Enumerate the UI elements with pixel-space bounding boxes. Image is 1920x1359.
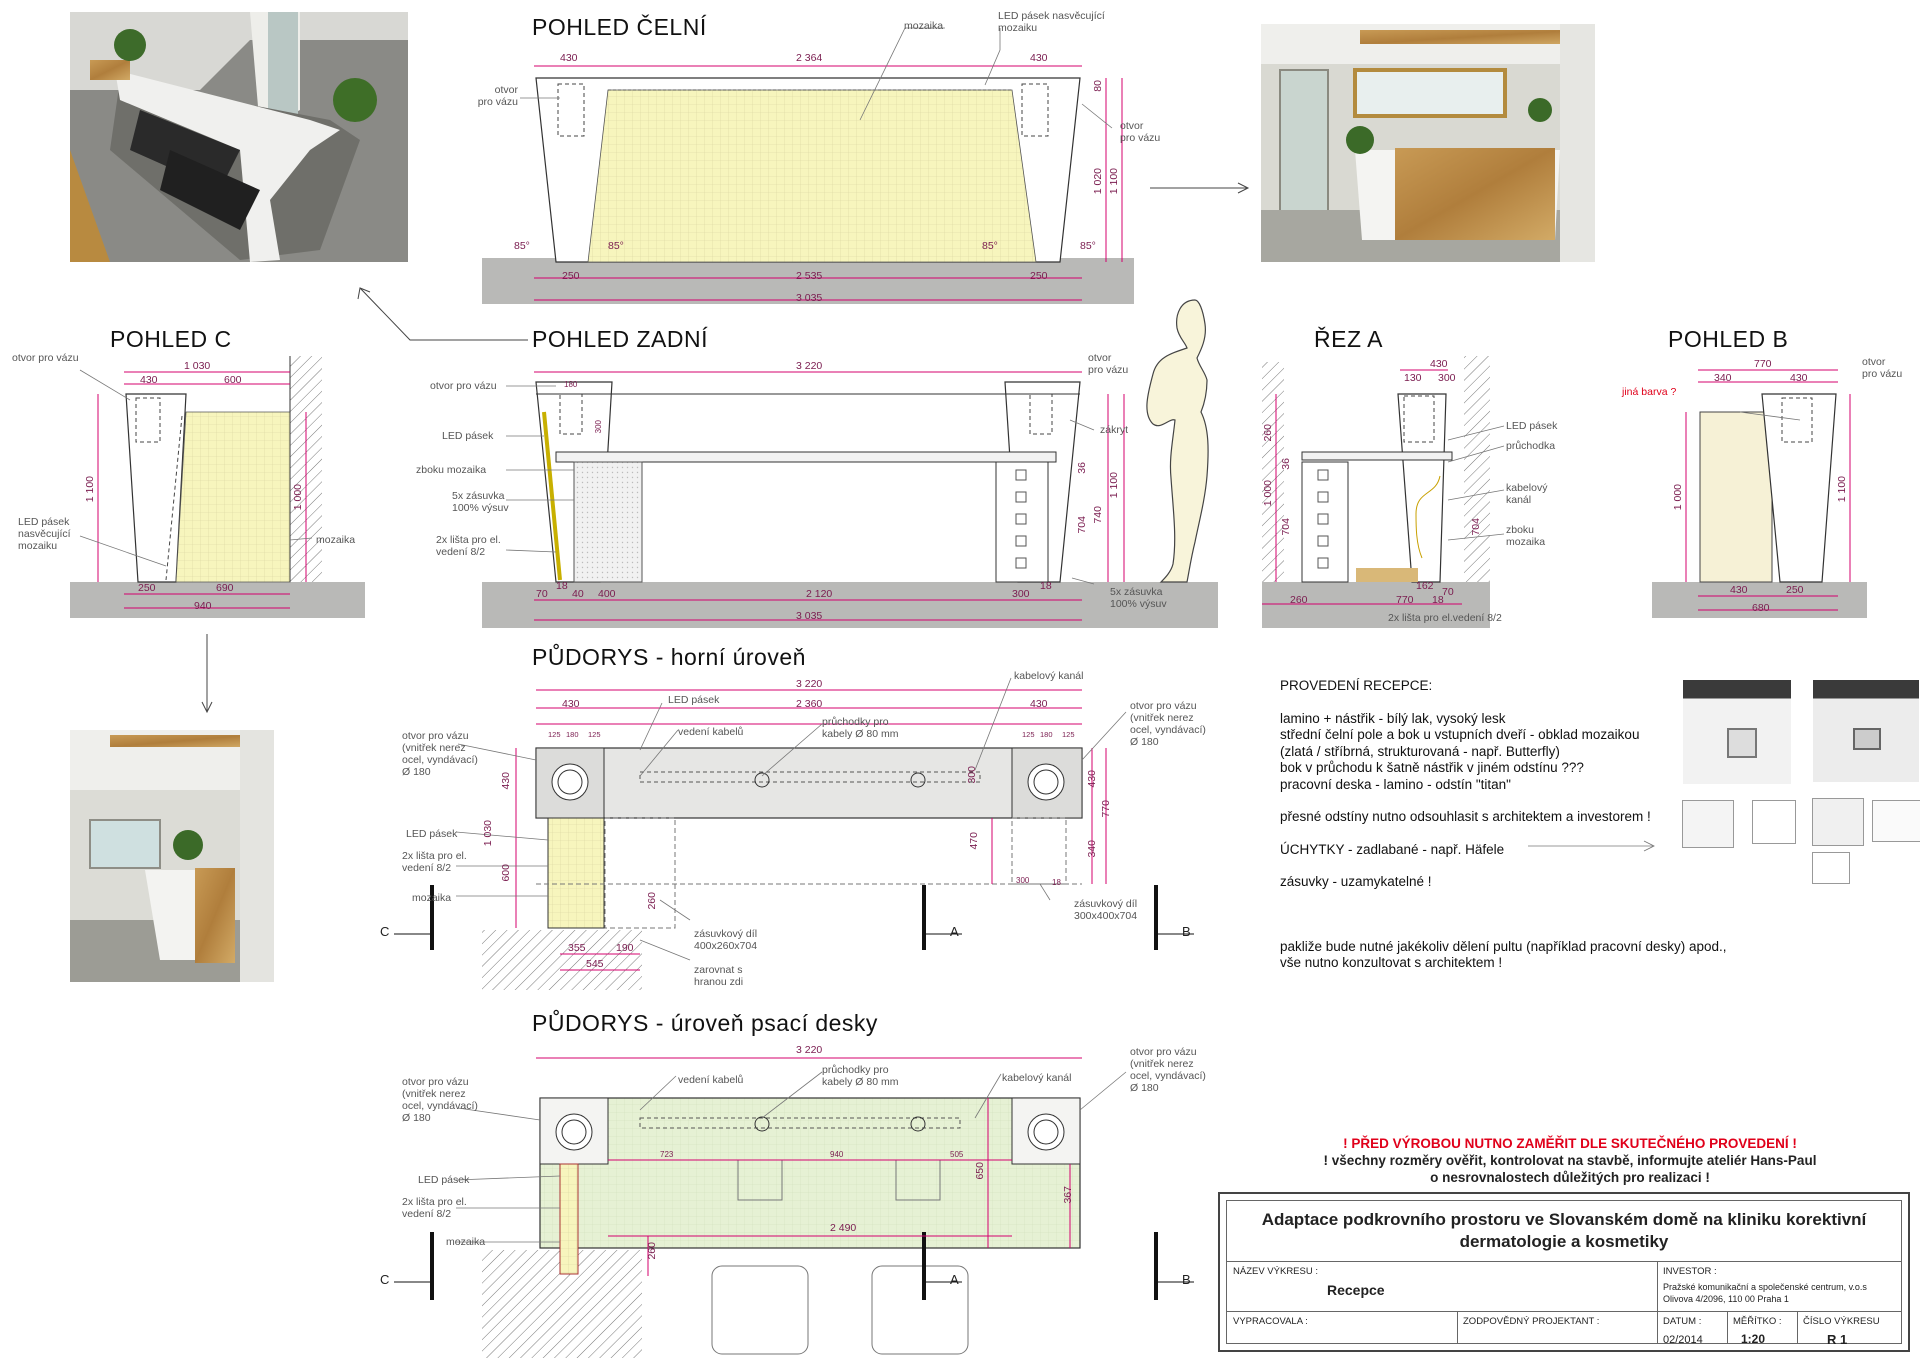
date-value: 02/2014 [1663,1334,1703,1346]
label-dim400: 400x260x704 [694,940,758,952]
label-back-cover: zákryt [1100,424,1129,436]
dim-top-1030: 1 030 [482,820,494,847]
dim-top-300-b: 300 [1016,876,1030,885]
section-mark-b-top: B [1182,924,1191,939]
label-hranou: hranou zdi [694,976,744,988]
dim-back-400: 400 [598,588,616,600]
label-otvor: otvor [1120,120,1144,132]
label-lista: 2x lišta pro el. [402,1196,467,1208]
label-5x: 5x zásuvka [452,490,505,502]
plan-top-title: PŮDORYS - horní úroveň [532,644,806,670]
label-vedeni: vedení 8/2 [402,1208,452,1220]
drawing-name: Recepce [1327,1282,1385,1298]
label-zd: zásuvkový díl [694,928,758,940]
dim-top-125-b: 125 [588,730,601,739]
dim-a-260-w: 260 [1290,594,1308,606]
label-b-other-color: jiná barva ? [1622,386,1677,398]
notes-split-1: pakliže bude nutné jakékoliv dělení pultu (například pracovní desky) apod., [1280,938,1727,954]
dim-top-125-c: 125 [1022,730,1035,739]
label-mozaiku: mozaiku [18,540,58,552]
label-kabely: kabely Ø 80 mm [822,1076,899,1088]
label-zboku: zboku [1506,524,1535,536]
dim-a-704-r: 704 [1470,518,1482,536]
dim-top-125-d: 125 [1062,730,1075,739]
dim-b-770: 770 [1754,358,1772,370]
title-block-row-2 [1227,1311,1901,1347]
dim-desk-2490: 2 490 [830,1222,857,1234]
label-top-led-left: LED pásek [406,828,458,840]
label-a-rails: 2x lišta pro el.vedení 8/2 [1388,612,1502,624]
label-ov: ocel, vyndávací) [402,1100,478,1112]
label-pro-vazu: pro vázu [1120,132,1161,144]
label-kabely: kabely Ø 80 mm [822,728,899,740]
section-a [1262,356,1490,628]
dim-back-18-right: 18 [1040,580,1052,592]
handle-photo-5 [1872,800,1920,842]
label-desk-mosaic: mozaika [446,1236,486,1248]
scale-label: MĚŘÍTKO : [1733,1316,1782,1327]
label-a-side-mosaic [1506,524,1545,548]
label-vn: (vnitřek nerez [1130,1058,1194,1070]
dim-b-430: 430 [1790,372,1808,384]
back-view-title: POHLED ZADNÍ [532,326,708,352]
label-ov: ocel, vyndávací) [1130,724,1206,736]
section-mark-c-top: C [380,924,390,939]
label-top-vase-right [1130,700,1206,748]
label-top-cables: vedení kabelů [678,726,744,738]
label-back-drawers-right [1110,586,1167,610]
drawn-by-label: VYPRACOVALA : [1233,1316,1308,1327]
title-block-divider [1457,1312,1458,1343]
dim-c-250: 250 [138,582,156,594]
title-block-frame [1226,1200,1902,1347]
dim-c-940: 940 [194,600,212,612]
notes-handles: ÚCHYTKY - zadlabané - např. Häfele [1280,841,1505,857]
label-a-led: LED pásek [1506,420,1558,432]
dim-b-250: 250 [1786,584,1804,596]
dim-top-430-l: 430 [562,698,580,710]
dim-back-2120: 2 120 [806,588,833,600]
view-b [1652,394,1867,618]
warning-line-2: ! všechny rozměry ověřit, kontrolovat na stavbě, informujte ateliér Hans-Paul [1323,1153,1817,1168]
label-back-drawers [452,490,509,514]
title-block-row-1 [1227,1261,1901,1312]
investor-line-2: Olivova 4/2096, 110 00 Praha 1 [1663,1294,1789,1304]
dim-front-430-right: 430 [1030,52,1048,64]
label-c-led [18,516,71,552]
label-pruchodky: průchodky pro [822,1064,889,1076]
label-top-grommets [822,716,898,740]
label-nasvecujici: nasvěcující [18,528,71,540]
dim-c-1100: 1 100 [84,476,96,503]
label-vase-opening-right [1120,120,1160,144]
label-otvor: otvor [494,84,518,96]
dim-top-340: 340 [1086,840,1098,858]
front-view-title: POHLED ČELNÍ [532,14,707,40]
label-lista: 2x lišta pro el. [436,534,501,546]
drawing-name-label: NÁZEV VÝKRESU : [1233,1266,1318,1277]
dim-back-300: 300 [594,420,603,434]
label-ovp: otvor pro vázu [402,1076,469,1088]
dim-top-3220: 3 220 [796,678,823,690]
dim-b-340: 340 [1714,372,1732,384]
dim-b-1100: 1 100 [1836,476,1848,503]
label-otvor: otvor [1862,356,1886,368]
label-kanal: kanál [1506,494,1532,506]
notes-line-1: lamino + nástřik - bílý lak, vysoký lesk [1280,710,1506,726]
label-ov: ocel, vyndávací) [1130,1070,1206,1082]
dim-front-2535: 2 535 [796,270,823,282]
date-label: DATUM : [1663,1316,1702,1327]
label-led-mosaic-front: LED pásek nasvěcující mozaiku [998,10,1105,34]
label-back-vase: otvor pro vázu [430,380,497,392]
dim-front-430-left: 430 [560,52,578,64]
label-dim300: 300x400x704 [1074,910,1138,922]
label-desk-rails [402,1196,467,1220]
label-ovp: otvor pro vázu [1130,1046,1197,1058]
dim-b-1000: 1 000 [1672,484,1684,511]
handle-photo-2 [1813,680,1919,782]
label-a-cable [1506,482,1547,506]
label-vn: (vnitřek nerez [402,1088,466,1100]
warning-line-3: o nesrovnalostech důležitých pro realizaci ! [1430,1170,1710,1185]
label-zd: zásuvkový díl [1074,898,1138,910]
label-desk-cables: vedení kabelů [678,1074,744,1086]
label-led: LED pásek [18,516,70,528]
dim-back-36: 36 [1076,462,1088,474]
dim-front-3035: 3 035 [796,292,823,304]
label-d: Ø 180 [402,1112,431,1124]
dim-a-70: 70 [1442,586,1454,598]
dim-desk-260: 260 [646,1242,658,1260]
specification-notes [1280,678,1727,972]
label-top-vase-left [402,730,478,778]
label-desk-vase-left [402,1076,478,1124]
drawing-number-label: ČÍSLO VÝKRESU [1803,1316,1880,1327]
dim-top-2360: 2 360 [796,698,823,710]
dim-c-600: 600 [224,374,242,386]
dim-desk-650: 650 [974,1162,986,1180]
responsible-designer-label: ZODPOVĚDNÝ PROJEKTANT : [1463,1316,1600,1327]
dim-b-680: 680 [1752,602,1770,614]
dim-top-125-a: 125 [548,730,561,739]
dim-back-704: 704 [1076,516,1088,534]
project-title-line-2: dermatologie a kosmetiky [1459,1232,1669,1251]
investor-line-1: Pražské komunikační a společenské centrum, v.o.s [1663,1282,1867,1292]
label-pro-vazu: pro vázu [477,96,518,108]
dim-a-36: 36 [1280,458,1292,470]
notes-line-5: pracovní deska - lamino - odstín "titan" [1280,776,1511,792]
title-block-divider [1727,1312,1728,1343]
warning-block [1210,1135,1920,1186]
dim-front-1100: 1 100 [1108,168,1120,195]
dim-desk-723: 723 [660,1150,674,1159]
dim-back-70: 70 [536,588,548,600]
dim-back-300-b: 300 [1012,588,1030,600]
handle-shape-icon [1853,728,1881,750]
dim-top-470: 470 [968,832,980,850]
label-vedeni: vedení 8/2 [436,546,486,558]
project-title [1227,1209,1901,1253]
dim-front-2364: 2 364 [796,52,823,64]
view-c [70,356,365,618]
section-mark-a-top: A [950,924,959,939]
label-back-vase-right [1088,352,1128,376]
label-b-vase [1862,356,1902,380]
label-kabelovy: kabelový [1506,482,1548,494]
title-block-divider [1797,1312,1798,1343]
project-title-line-1: Adaptace podkrovního prostoru ve Slovanském domě na kliniku korektivní [1261,1210,1867,1229]
dim-top-430-v-r: 430 [1086,770,1098,788]
label-back-led: LED pásek [442,430,494,442]
dim-top-190: 190 [616,942,634,954]
dim-c-1030: 1 030 [184,360,211,372]
dim-desk-940: 940 [830,1150,844,1159]
dim-front-angle-3: 85° [982,240,998,252]
dim-top-430-r: 430 [1030,698,1048,710]
label-pruchodky: průchodky pro [822,716,889,728]
dim-back-180: 180 [564,380,578,389]
dim-top-300: 300 [966,766,978,784]
label-back-side-mosaic: zboku mozaika [416,464,487,476]
render-top-right [1261,24,1595,262]
section-mark-a-desk: A [950,1272,959,1287]
label-otvor: otvor [1088,352,1112,364]
dim-c-430: 430 [140,374,158,386]
label-vn: (vnitřek nerez [402,742,466,754]
dim-front-angle-4: 85° [1080,240,1096,252]
label-pro-vazu: pro vázu [1088,364,1129,376]
notes-line-2: střední čelní pole a bok u vstupních dveří - obklad mozaikou [1280,727,1640,742]
dim-back-740: 740 [1092,506,1104,524]
dim-back-3220: 3 220 [796,360,823,372]
dim-top-180-a: 180 [566,730,579,739]
label-d: Ø 180 [1130,736,1159,748]
dim-desk-505: 505 [950,1150,964,1159]
label-5x: 5x zásuvka [1110,586,1163,598]
dim-top-18: 18 [1052,878,1061,887]
label-c-vase: otvor pro vázu [12,352,79,364]
title-block [1218,1192,1910,1352]
dim-a-130: 130 [1404,372,1422,384]
handle-shape-icon [1727,728,1757,758]
section-mark-c-desk: C [380,1272,390,1287]
dim-front-250-right: 250 [1030,270,1048,282]
dim-front-angle-2: 85° [608,240,624,252]
label-back-rails [436,534,501,558]
label-vedeni: vedení 8/2 [402,862,452,874]
dim-c-690: 690 [216,582,234,594]
dim-a-1000: 1 000 [1262,480,1274,507]
label-top-align [694,964,743,988]
dim-desk-3220: 3 220 [796,1044,823,1056]
warning-line-1: ! PŘED VÝROBOU NUTNO ZAMĚŘIT DLE SKUTEČNÉHO PROVEDENÍ ! [1343,1136,1797,1151]
label-top-cable-channel: kabelový kanál [1014,670,1084,682]
label-mosaic-front: mozaika [904,20,944,32]
dim-back-3035: 3 035 [796,610,823,622]
dim-a-162: 162 [1416,580,1434,592]
dim-b-430-bottom: 430 [1730,584,1748,596]
label-d: Ø 180 [1130,1082,1159,1094]
dim-front-angle-1: 85° [514,240,530,252]
dim-top-355: 355 [568,942,586,954]
dim-front-1020: 1 020 [1092,168,1104,195]
label-ovp: otvor pro vázu [402,730,469,742]
dim-a-300: 300 [1438,372,1456,384]
label-desk-grommets [822,1064,898,1088]
dim-c-1000: 1 000 [292,484,304,511]
title-block-divider [1657,1262,1658,1312]
label-c-mosaic: mozaika [316,534,356,546]
drawing-number: R 1 [1827,1332,1848,1347]
label-zarovnat: zarovnat s [694,964,743,976]
notes-sockets: zásuvky - uzamykatelné ! [1280,874,1432,889]
section-mark-b-desk: B [1182,1272,1191,1287]
dim-top-770: 770 [1100,800,1112,818]
plan-desk [482,1098,1080,1358]
notes-split-2: vše nutno konzultovat s architektem ! [1280,955,1503,970]
label-vase-opening-left [474,84,518,108]
dim-desk-367: 367 [1062,1186,1074,1204]
investor-label: INVESTOR : [1663,1266,1717,1277]
label-top-led: LED pásek [668,694,720,706]
dim-top-545: 545 [586,958,604,970]
label-desk-led: LED pásek [418,1174,470,1186]
dim-front-80: 80 [1092,80,1104,92]
label-mozaika: mozaika [1506,536,1546,548]
label-vn: (vnitřek nerez [1130,712,1194,724]
label-lista: 2x lišta pro el. [402,850,467,862]
label-ov: ocel, vyndávací) [402,754,478,766]
label-top-drawer-unit-right [1074,898,1137,922]
view-c-title: POHLED C [110,326,232,352]
dim-a-704: 704 [1280,518,1292,536]
label-a-grommet: průchodka [1506,440,1556,452]
dim-top-600: 600 [500,864,512,882]
label-100: 100% výsuv [452,502,509,514]
handle-photo-4 [1812,798,1864,846]
title-block-divider [1657,1312,1658,1343]
dim-a-770: 770 [1396,594,1414,606]
notes-heading: PROVEDENÍ RECEPCE: [1280,678,1433,693]
dim-front-250-left: 250 [562,270,580,282]
label-desk-cable-channel: kabelový kanál [1002,1072,1072,1084]
notes-shades: přesné odstíny nutno odsouhlasit s architektem a investorem ! [1280,809,1651,824]
label-pro-vazu: pro vázu [1862,368,1903,380]
dim-top-260: 260 [646,892,658,910]
dim-top-430-v: 430 [500,772,512,790]
scale-value: 1:20 [1741,1332,1766,1346]
handle-drawing-2 [1812,852,1850,884]
render-top-left [70,12,408,262]
label-desk-vase-right [1130,1046,1206,1094]
label-ovp: otvor pro vázu [1130,700,1197,712]
dim-top-180-b: 180 [1040,730,1053,739]
label-d: Ø 180 [402,766,431,778]
label-top-mosaic: mozaika [412,892,452,904]
handle-drawing-1 [1752,800,1796,844]
section-a-title: ŘEZ A [1314,326,1383,352]
dim-a-430: 430 [1430,358,1448,370]
render-bottom-left [70,730,274,982]
view-b-title: POHLED B [1668,326,1789,352]
notes-line-3: (zlatá / stříbrná, strukturovaná - např. Butterfly) [1280,743,1560,759]
dim-a-260: 260 [1262,424,1274,442]
label-100: 100% výsuv [1110,598,1167,610]
dim-back-40: 40 [572,588,584,600]
label-top-rails [402,850,467,874]
label-top-drawer-unit [694,928,757,952]
dim-back-18-left: 18 [556,580,568,592]
dim-a-18: 18 [1432,594,1444,606]
notes-line-4: bok v průchodu k šatně nástřik v jiném odstínu ??? [1280,760,1584,775]
plan-desk-title: PŮDORYS - úroveň psací desky [532,1010,878,1036]
dim-back-1100: 1 100 [1108,472,1120,499]
